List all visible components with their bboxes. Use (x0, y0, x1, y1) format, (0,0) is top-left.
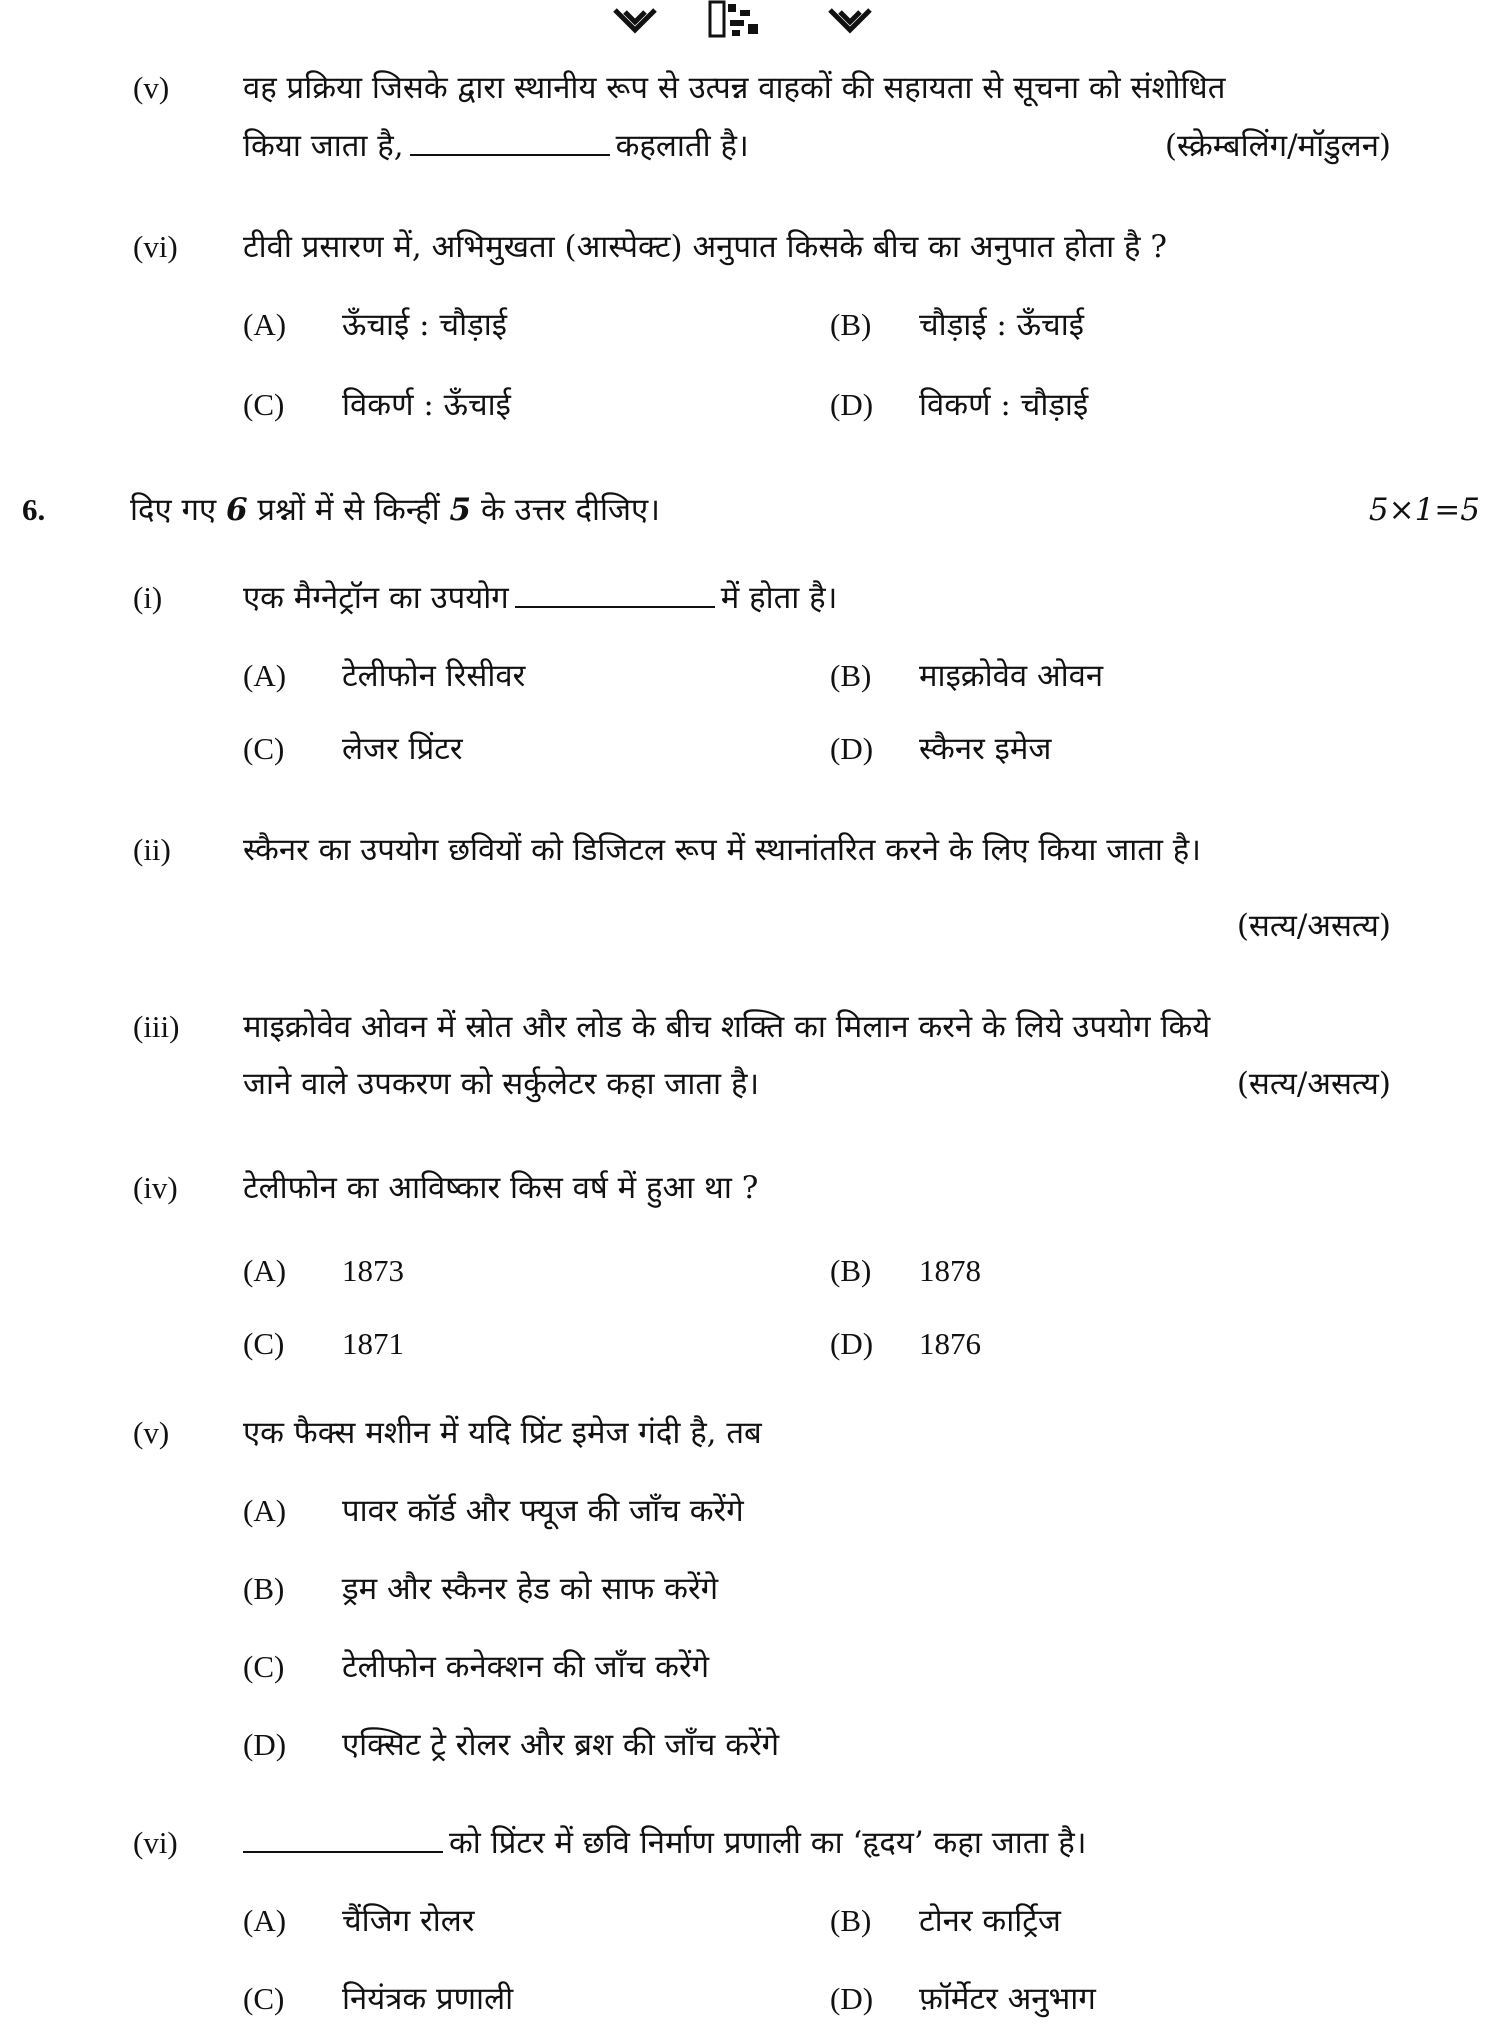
option-label: (D) (830, 1326, 874, 1361)
option-text: ऊँचाई : चौड़ाई (342, 307, 507, 343)
text: कहलाती है। (615, 128, 749, 164)
text: के उत्तर दीजिए। (480, 492, 660, 528)
option-label: (A) (243, 307, 287, 342)
option-label: (A) (243, 1903, 287, 1938)
option-label: (D) (830, 731, 874, 766)
option-text: टेलीफोन कनेक्शन की जाँच करेंगे (342, 1649, 710, 1685)
question-number: (ii) (133, 832, 171, 867)
option-label: (B) (830, 1253, 872, 1288)
text: 5 (449, 492, 472, 528)
option-label: (A) (243, 1253, 287, 1288)
text: एक मैग्नेट्रॉन का उपयोग (243, 580, 509, 616)
qr-code-icon (708, 0, 768, 40)
question-number: (iv) (133, 1170, 178, 1205)
option-label: (B) (243, 1571, 285, 1606)
question-text: माइक्रोवेव ओवन में स्रोत और लोड के बीच शक्ति का मिलान करने के लिये उपयोग किये (243, 1009, 1211, 1045)
option-text: चैंजिग रोलर (342, 1903, 475, 1939)
option-text: चौड़ाई : ऊँचाई (919, 307, 1084, 343)
question-text: टीवी प्रसारण में, अभिमुखता (आस्पेक्ट) अनुपात किसके बीच का अनुपात होता है ? (243, 229, 1167, 265)
ornament-icon (610, 0, 660, 40)
question-number: (v) (133, 1415, 170, 1450)
option-text: 1873 (342, 1253, 404, 1288)
text: दिए गए (130, 492, 217, 528)
answer-choices: (सत्य/असत्य) (1236, 908, 1391, 944)
question-text: स्कैनर का उपयोग छवियों को डिजिटल रूप में स्थानांतरित करने के लिए किया जाता है। (243, 832, 1201, 868)
answer-blank (243, 1825, 443, 1853)
option-label: (D) (830, 387, 874, 422)
option-label: (C) (243, 731, 285, 766)
question-text (243, 1823, 1087, 1863)
answer-choices: (स्क्रेम्बलिंग/मॉडुलन) (1164, 128, 1391, 164)
question-text (243, 126, 749, 166)
option-text: 1876 (919, 1326, 981, 1361)
question-text: जाने वाले उपकरण को सर्कुलेटर कहा जाता है। (243, 1066, 760, 1102)
option-label: (C) (243, 1981, 285, 2016)
option-text: स्कैनर इमेज (919, 731, 1052, 767)
question-text: वह प्रक्रिया जिसके द्वारा स्थानीय रूप से उत्पन्न वाहकों की सहायता से सूचना को संशोधित (243, 70, 1226, 106)
text: प्रश्नों में से किन्हीं (257, 492, 440, 528)
option-text: टेलीफोन रिसीवर (342, 658, 526, 694)
text: 6 (225, 492, 248, 528)
option-label: (B) (830, 307, 872, 342)
option-text: नियंत्रक प्रणाली (342, 1981, 514, 2017)
option-text: माइक्रोवेव ओवन (919, 658, 1104, 694)
option-label: (C) (243, 1326, 285, 1361)
marks: 5×1=5 (1368, 492, 1480, 528)
option-text: विकर्ण : चौड़ाई (919, 387, 1089, 423)
option-label: (B) (830, 1903, 872, 1938)
option-label: (D) (830, 1981, 874, 2016)
option-label: (B) (830, 658, 872, 693)
answer-blank (410, 128, 610, 156)
option-label: (D) (243, 1727, 287, 1762)
option-label: (A) (243, 658, 287, 693)
option-text: टोनर कार्ट्रिज (919, 1903, 1061, 1939)
option-text: ड्रम और स्कैनर हेड को साफ करेंगे (342, 1571, 719, 1607)
option-text: फ़ॉर्मेटर अनुभाग (919, 1981, 1096, 2017)
text: में होता है। (720, 580, 838, 616)
option-text: 1878 (919, 1253, 981, 1288)
question-number: (iii) (133, 1009, 180, 1044)
option-label: (C) (243, 387, 285, 422)
option-text: 1871 (342, 1326, 404, 1361)
answer-choices: (सत्य/असत्य) (1236, 1066, 1391, 1102)
option-text: विकर्ण : ऊँचाई (342, 387, 511, 423)
question-number: (vi) (133, 1825, 178, 1860)
answer-blank (515, 580, 715, 608)
question-number: (v) (133, 70, 170, 105)
text: किया जाता है, (243, 128, 404, 164)
question-number: (vi) (133, 229, 178, 264)
question-text: एक फैक्स मशीन में यदि प्रिंट इमेज गंदी है, तब (243, 1415, 762, 1451)
option-label: (A) (243, 1493, 287, 1528)
option-text: पावर कॉर्ड और फ्यूज की जाँच करेंगे (342, 1493, 744, 1529)
question-number: 6. (22, 492, 46, 527)
option-label: (C) (243, 1649, 285, 1684)
question-number: (i) (133, 580, 163, 615)
question-text (243, 578, 837, 618)
option-text: लेजर प्रिंटर (342, 731, 463, 767)
ornament-icon (825, 0, 875, 40)
option-text: एक्सिट ट्रे रोलर और ब्रश की जाँच करेंगे (342, 1727, 780, 1763)
instructions (130, 490, 660, 530)
text: को प्रिंटर में छवि निर्माण प्रणाली का ‘हृदय’ कहा जाता है। (449, 1825, 1087, 1861)
question-text: टेलीफोन का आविष्कार किस वर्ष में हुआ था ? (243, 1170, 759, 1206)
